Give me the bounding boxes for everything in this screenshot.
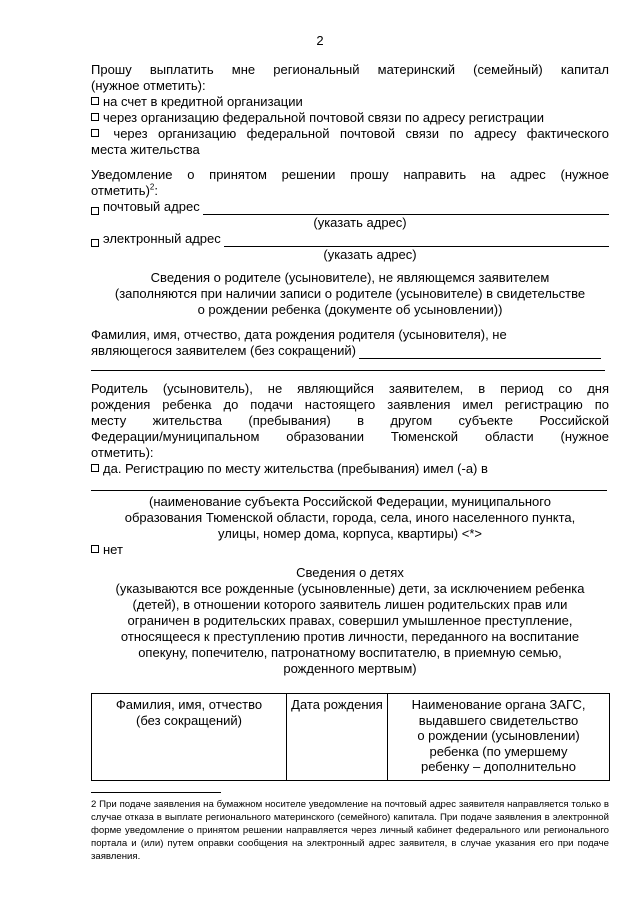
parent-section-title-line2: (заполняются при наличии записи о родителе (усыновителе) в свидетельстве [114,286,586,301]
parent-reg-line1: Родитель (усыновитель), не являющийся заявителем, в период со дня [91,381,609,396]
option-post-registration[interactable] [91,110,609,126]
checkbox-icon[interactable] [91,97,99,105]
header-birth-date [287,694,388,781]
option-yes-label: да. Регистрацию по месту жительства (пребывания) имел (-а) в [103,461,488,476]
option-no-label: нет [103,542,123,557]
notification-line2 [91,183,609,199]
header-registry-line: Наименование органа ЗАГС, [411,697,586,712]
checkbox-icon[interactable] [91,207,99,215]
postal-address-row[interactable] [91,199,609,215]
header-registry-line: ребенку – дополнительно [420,759,576,774]
header-full-name-line: (без сокращений) [136,712,242,728]
option-post-actual-label: через организацию федеральной почтовой связи по адресу фактического [113,126,609,141]
parent-name-row[interactable] [91,343,601,359]
parent-name-label: являющегося заявителем (без сокращений) [91,343,356,358]
parent-name-field-line2[interactable] [91,370,605,371]
children-desc-line2: (детей), в отношении которого заявитель лишен родительских прав или [132,597,568,612]
footnote-separator [91,792,221,793]
notification-line2-end: : [154,183,158,198]
parent-reg-line2: рождения ребенка до подачи настоящего заявления имел регистрацию по [91,397,609,412]
children-desc-line1: (указываются все рожденные (усыновленные) дети, за исключением ребенка [115,581,585,596]
email-address-hint: (указать адрес) [323,247,417,262]
checkbox-icon[interactable] [91,545,99,553]
header-registry-office [388,694,610,781]
children-section-title: Сведения о детях [296,565,404,580]
option-bank[interactable] [91,94,609,110]
option-post-actual[interactable] [91,126,609,142]
email-address-label: электронный адрес [103,231,221,246]
page-number: 2 [316,33,324,48]
checkbox-icon[interactable] [91,239,99,247]
parent-name-line1: Фамилия, имя, отчество, дата рождения родителя (усыновителя), не [91,327,507,342]
header-full-name-line: Фамилия, имя, отчество [115,697,263,712]
parent-section-title-line1: Сведения о родителе (усыновителе), не являющемся заявителем [150,270,550,285]
region-hint-line1: (наименование субъекта Российской Федерации, муниципального [149,494,551,509]
option-bank-label: на счет в кредитной организации [103,94,303,109]
parent-name-field[interactable] [359,346,601,359]
checkbox-icon[interactable] [91,464,99,472]
option-post-registration-label: через организацию федеральной почтовой связи по адресу регистрации [103,110,545,125]
postal-address-field[interactable] [203,202,609,215]
option-post-actual-line2: места жительства [91,142,200,157]
parent-reg-line4: Федерации/муниципальном образовании Тюменской области (нужное [91,429,609,444]
parent-section-title-line3: о рождении ребенка (документе об усыновлении)) [197,302,503,317]
parent-reg-line3: месту жительства (пребывания) в другом субъекте Российской [91,413,609,428]
header-birth-date-line: Дата рождения [291,697,383,712]
option-no[interactable] [91,542,609,558]
header-registry-line: выдавшего свидетельство [418,712,579,728]
checkbox-icon[interactable] [91,113,99,121]
header-full-name [92,694,287,781]
children-table-header [92,694,610,781]
region-field[interactable] [91,490,607,491]
footnote-ref: 2 [149,182,155,192]
email-address-field[interactable] [224,234,609,247]
region-hint-line3: улицы, номер дома, корпуса, квартиры) <*> [218,526,482,541]
children-desc-line5: опекуну, попечителю, патронатному воспитателю, в приемную семью, [138,645,562,660]
email-address-row[interactable] [91,231,609,247]
postal-address-label: почтовый адрес [103,199,200,214]
children-table [91,693,610,781]
parent-reg-line5: отметить): [91,445,154,460]
header-registry-line: о рождении (усыновлении) [417,728,580,743]
header-registry-line: ребенка (по умершему [429,743,568,759]
notification-line2-text: отметить) [91,183,150,198]
postal-address-hint: (указать адрес) [313,215,407,230]
notification-line1: Уведомление о принятом решении прошу направить на адрес (нужное [91,167,609,182]
footnote-text: 2 При подаче заявления на бумажном носителе уведомление на почтовый адрес заявителя направляется только в случае отказа в выплате регионального материнского (семейного) капитала. При подаче заявления в электронной форме уведомление о принятом решении направляется через личный кабинет федерального или регионального портала и (или) путем оправки сообщения на электронный адрес заявителя, в случае указания его при подаче заявления. [91,799,609,862]
region-hint-line2: образования Тюменской области, города, села, иного населенного пункта, [124,510,576,525]
payment-intro-line1: Прошу выплатить мне региональный материнский (семейный) капитал [91,62,609,77]
payment-intro-line2: (нужное отметить): [91,78,206,93]
option-yes[interactable] [91,461,609,477]
children-desc-line3: ограничен в родительских правах, совершил умышленное преступление, [127,613,573,628]
children-desc-line6: рожденного мертвым) [283,661,417,676]
children-desc-line4: относящееся к преступлению против личности, переданного на воспитание [120,629,580,644]
checkbox-icon[interactable] [91,129,99,137]
